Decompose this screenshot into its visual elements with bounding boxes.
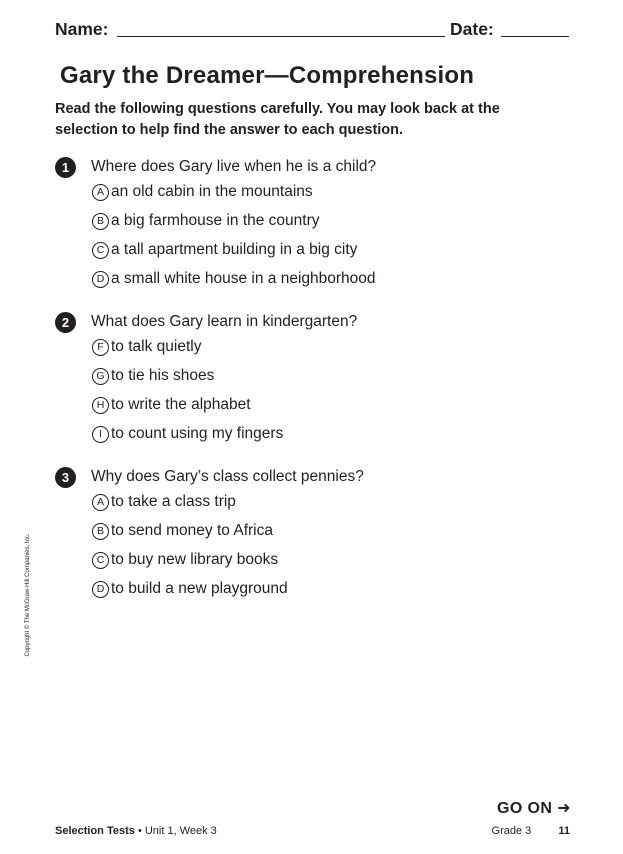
go-on-label: GO ON ➜: [497, 800, 571, 817]
footer-grade: Grade 3: [491, 825, 532, 837]
footer-unit: • Unit 1, Week 3: [137, 825, 217, 837]
question-3: [55, 467, 555, 607]
footer-left: [55, 825, 217, 837]
answer-bubble[interactable]: C: [92, 242, 109, 259]
answer-choice-a[interactable]: [92, 181, 555, 210]
answer-choice-c[interactable]: [92, 239, 555, 268]
answer-text: to send money to Africa: [111, 522, 273, 539]
answer-text: to build a new playground: [111, 580, 288, 597]
answer-bubble[interactable]: A: [92, 184, 109, 201]
answer-text: a small white house in a neighborhood: [111, 270, 376, 287]
name-label: Name:: [55, 19, 109, 39]
answer-choice-g[interactable]: [92, 365, 555, 394]
answer-bubble[interactable]: F: [92, 339, 109, 356]
page-title: Gary the Dreamer—Comprehension: [60, 62, 475, 89]
footer-series: Selection Tests: [55, 825, 135, 837]
question-2: [55, 312, 555, 452]
answer-text: to write the alphabet: [111, 396, 251, 413]
answer-bubble[interactable]: H: [92, 397, 109, 414]
question-number-badge: 1: [55, 157, 76, 178]
page-number: 11: [558, 825, 570, 837]
answer-choice-a[interactable]: [92, 491, 555, 520]
answer-bubble[interactable]: I: [92, 426, 109, 443]
answer-text: an old cabin in the mountains: [111, 183, 313, 200]
instructions: Read the following questions carefully. You may look back at the selection to help find the answer to each question.: [55, 101, 500, 138]
question-text: Where does Gary live when he is a child?: [91, 158, 377, 175]
answer-choice-f[interactable]: [92, 336, 555, 365]
answer-choice-h[interactable]: [92, 394, 555, 423]
answer-choice-b[interactable]: [92, 210, 555, 239]
date-label: Date:: [450, 19, 494, 39]
date-blank-line[interactable]: [501, 36, 569, 37]
answer-choice-b[interactable]: [92, 520, 555, 549]
question-number-badge: 3: [55, 467, 76, 488]
answer-bubble[interactable]: D: [92, 581, 109, 598]
answer-choice-d[interactable]: [92, 268, 555, 297]
name-blank-line[interactable]: [117, 36, 445, 37]
question-text: What does Gary learn in kindergarten?: [91, 313, 358, 330]
answer-bubble[interactable]: D: [92, 271, 109, 288]
answer-bubble[interactable]: G: [92, 368, 109, 385]
answer-text: to buy new library books: [111, 551, 279, 568]
question-text: Why does Gary’s class collect pennies?: [91, 468, 364, 485]
copyright-notice: Copyright © The McGraw-Hill Companies, Inc.: [25, 533, 31, 657]
footer-right: [492, 825, 570, 837]
question-number-badge: 2: [55, 312, 76, 333]
answer-choice-i[interactable]: [92, 423, 555, 452]
answer-bubble[interactable]: B: [92, 213, 109, 230]
answer-bubble[interactable]: A: [92, 494, 109, 511]
answer-choice-d[interactable]: [92, 578, 555, 607]
answer-text: to take a class trip: [111, 493, 236, 510]
answer-text: a big farmhouse in the country: [111, 212, 320, 229]
answer-bubble[interactable]: C: [92, 552, 109, 569]
answer-bubble[interactable]: B: [92, 523, 109, 540]
answer-text: a tall apartment building in a big city: [111, 241, 358, 258]
answer-text: to talk quietly: [111, 338, 202, 355]
question-1: [55, 157, 555, 297]
name-date-header: [55, 19, 569, 43]
answer-text: to count using my fingers: [111, 425, 284, 442]
answer-text: to tie his shoes: [111, 367, 215, 384]
answer-choice-c[interactable]: [92, 549, 555, 578]
